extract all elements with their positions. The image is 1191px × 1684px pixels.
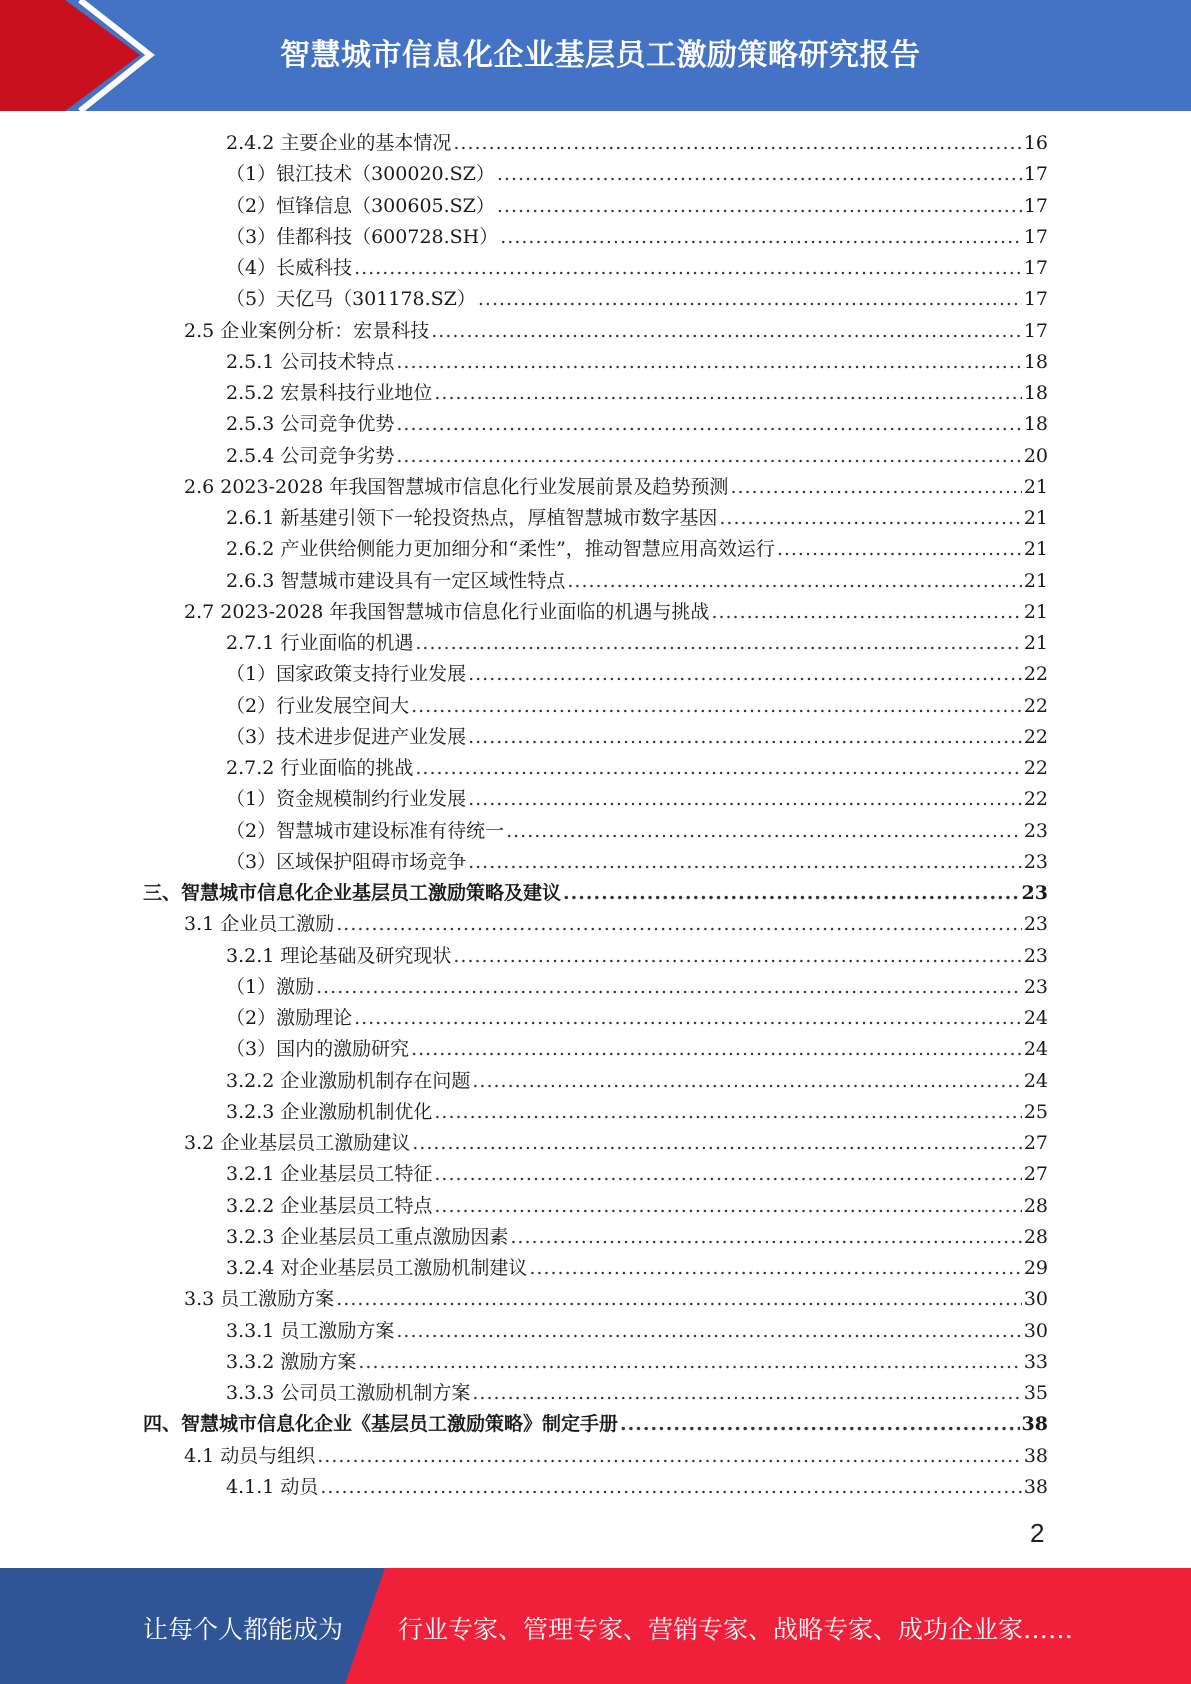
toc-entry-page: 38	[1023, 1475, 1048, 1498]
toc-entry-page: 18	[1023, 382, 1048, 404]
toc-entry[interactable]	[184, 597, 1048, 628]
toc-entry[interactable]	[226, 503, 1048, 534]
toc-entry[interactable]	[184, 316, 1048, 347]
toc-dot-leader	[529, 1257, 1021, 1279]
toc-dot-leader	[411, 1038, 1022, 1060]
toc-dot-leader	[497, 195, 1022, 217]
toc-entry[interactable]	[226, 1191, 1048, 1222]
toc-dot-leader	[317, 1445, 1022, 1467]
toc-entry-page: 23	[1021, 882, 1048, 904]
toc-entry-title: 3.1 企业员工激励	[184, 913, 335, 936]
toc-entry-title: （1）银江技术（300020.SZ）	[226, 163, 495, 186]
header-title: 智慧城市信息化企业基层员工激励策略研究报告	[280, 38, 921, 73]
toc-entry[interactable]	[226, 566, 1048, 597]
toc-dot-leader	[434, 1195, 1021, 1217]
toc-entry-title: 3.3.1 员工激励方案	[226, 1319, 395, 1342]
toc-entry-title: 2.6.1 新基建引领下一轮投资热点，厚植智慧城市数字基因	[226, 507, 718, 529]
toc-entry-page: 25	[1023, 1100, 1048, 1123]
toc-entry[interactable]	[143, 1409, 1048, 1440]
toc-dot-leader	[415, 757, 1021, 779]
toc-entry-title: （3）佳都科技（600728.SH）	[226, 225, 499, 248]
toc-entry-page: 24	[1023, 1038, 1048, 1061]
page-footer	[0, 1568, 1191, 1684]
toc-entry-page: 21	[1023, 475, 1048, 498]
toc-entry-title: 3.2.3 企业激励机制优化	[226, 1100, 433, 1123]
toc-entry-page: 22	[1023, 725, 1048, 748]
toc-dot-leader	[472, 1382, 1021, 1404]
toc-entry-page: 28	[1023, 1225, 1048, 1248]
toc-entry-page: 16	[1023, 132, 1048, 154]
footer-slogan-left: 让每个人都能成为	[143, 1615, 344, 1644]
toc-dot-leader	[431, 320, 1022, 342]
toc-entry-page: 20	[1023, 444, 1048, 467]
toc-entry-page: 23	[1023, 850, 1048, 873]
toc-dot-leader	[316, 976, 1022, 998]
toc-entry-page: 29	[1023, 1257, 1048, 1279]
toc-entry-page: 17	[1023, 288, 1048, 311]
toc-entry-page: 33	[1023, 1350, 1048, 1373]
toc-dot-leader	[468, 663, 1022, 685]
toc-entry-title: 2.6.3 智慧城市建设具有一定区域性特点	[226, 569, 566, 592]
toc-entry-title: 2.6.2 产业供给侧能力更加细分和“柔性”，推动智慧应用高效运行	[226, 538, 775, 561]
toc-entry[interactable]	[226, 784, 1048, 815]
toc-entry[interactable]	[226, 972, 1048, 1003]
toc-dot-leader	[320, 1476, 1021, 1498]
toc-entry[interactable]	[226, 1472, 1048, 1503]
toc-entry[interactable]	[226, 222, 1048, 253]
toc-dot-leader	[336, 913, 1022, 935]
toc-entry[interactable]	[226, 1316, 1048, 1347]
toc-entry-page: 18	[1023, 413, 1048, 436]
toc-entry[interactable]	[226, 691, 1048, 722]
toc-entry-title: 4.1 动员与组织	[184, 1444, 316, 1467]
toc-entry-page: 23	[1023, 913, 1048, 936]
toc-entry-page: 17	[1023, 163, 1048, 186]
toc-dot-leader	[563, 882, 1020, 904]
toc-entry[interactable]	[226, 378, 1048, 409]
toc-entry-page: 21	[1023, 507, 1048, 529]
toc-entry[interactable]	[226, 941, 1048, 972]
toc-entry-page: 24	[1023, 1007, 1048, 1029]
toc-dot-leader	[411, 695, 1022, 717]
toc-dot-leader	[396, 351, 1021, 373]
toc-entry[interactable]	[226, 659, 1048, 690]
toc-dot-leader	[396, 445, 1021, 467]
toc-entry[interactable]	[184, 472, 1048, 503]
toc-entry[interactable]	[184, 1128, 1048, 1159]
toc-dot-leader	[354, 257, 1022, 279]
toc-dot-leader	[506, 820, 1022, 842]
toc-entry[interactable]	[226, 159, 1048, 190]
toc-entry-page: 17	[1023, 257, 1048, 279]
toc-dot-leader	[719, 507, 1021, 529]
toc-entry-title: （1）国家政策支持行业发展	[226, 663, 467, 686]
toc-entry[interactable]	[226, 847, 1048, 878]
toc-entry[interactable]	[226, 1222, 1048, 1253]
toc-entry-title: 2.7 2023-2028 年我国智慧城市信息化行业面临的机遇与挑战	[184, 600, 710, 623]
toc-entry-title: （3）技术进步促进产业发展	[226, 725, 467, 748]
toc-entry-page: 18	[1023, 350, 1048, 373]
toc-entry-title: 2.5.4 公司竞争劣势	[226, 444, 395, 467]
toc-entry-title: 3.3.2 激励方案	[226, 1350, 357, 1373]
toc-entry-page: 17	[1023, 225, 1048, 248]
toc-entry-page: 23	[1023, 975, 1048, 998]
toc-entry-page: 23	[1023, 944, 1048, 967]
toc-entry[interactable]	[226, 128, 1048, 159]
toc-entry-title: 2.7.2 行业面临的挑战	[226, 757, 414, 779]
toc-entry-title: 2.5.3 公司竞争优势	[226, 413, 395, 436]
toc-dot-leader	[510, 1226, 1021, 1248]
toc-dot-leader	[472, 1070, 1021, 1092]
toc-entry-page: 17	[1023, 319, 1048, 342]
footer-slogan-right: 行业专家、管理专家、营销专家、战略专家、成功企业家……	[398, 1615, 1074, 1644]
toc-entry-title: 3.2.1 理论基础及研究现状	[226, 944, 452, 967]
toc-entry[interactable]	[226, 441, 1048, 472]
toc-entry-page: 21	[1023, 569, 1048, 592]
toc-entry-title: 3.2.4 对企业基层员工激励机制建议	[226, 1257, 528, 1279]
toc-dot-leader	[468, 851, 1022, 873]
toc-dot-leader	[358, 1351, 1021, 1373]
toc-entry[interactable]	[226, 284, 1048, 315]
toc-dot-leader	[453, 945, 1021, 967]
toc-dot-leader	[497, 163, 1022, 185]
toc-entry[interactable]	[226, 409, 1048, 440]
toc-entry[interactable]	[143, 878, 1048, 909]
toc-entry-page: 22	[1023, 757, 1048, 779]
toc-dot-leader	[453, 132, 1021, 154]
toc-entry-page: 35	[1023, 1382, 1048, 1404]
toc-entry-title: 3.2 企业基层员工激励建议	[184, 1132, 411, 1154]
toc-entry-page: 21	[1023, 600, 1048, 623]
toc-entry-title: （4）长威科技	[226, 257, 353, 279]
toc-dot-leader	[415, 632, 1021, 654]
toc-entry[interactable]	[226, 191, 1048, 222]
toc-entry-page: 38	[1021, 1413, 1048, 1436]
toc-dot-leader	[500, 226, 1022, 248]
toc-entry-title: 2.6 2023-2028 年我国智慧城市信息化行业发展前景及趋势预测	[184, 475, 729, 498]
toc-entry-title: 3.2.3 企业基层员工重点激励因素	[226, 1225, 509, 1248]
toc-dot-leader	[620, 1413, 1020, 1435]
toc-entry[interactable]	[184, 1284, 1048, 1315]
toc-entry[interactable]	[226, 1097, 1048, 1128]
toc-entry-title: 4.1.1 动员	[226, 1475, 319, 1498]
toc-entry-page: 17	[1023, 194, 1048, 217]
header-arrow-decoration	[0, 0, 160, 111]
toc-entry-title: （1）激励	[226, 975, 315, 998]
toc-entry-page: 22	[1023, 694, 1048, 717]
toc-dot-leader	[777, 538, 1022, 560]
toc-entry-title: 2.5.2 宏景科技行业地位	[226, 382, 433, 404]
toc-entry-page: 22	[1023, 663, 1048, 686]
toc-entry-title: 3.2.1 企业基层员工特征	[226, 1163, 433, 1186]
toc-entry-title: 3.3 员工激励方案	[184, 1288, 335, 1311]
toc-entry-page: 22	[1023, 788, 1048, 811]
toc-dot-leader	[468, 788, 1022, 810]
toc-entry-title: （2）智慧城市建设标准有待统一	[226, 819, 505, 842]
toc-entry-title: （1）资金规模制约行业发展	[226, 788, 467, 811]
toc-dot-leader	[434, 1101, 1021, 1123]
toc-entry-page: 21	[1023, 538, 1048, 561]
toc-entry-page: 23	[1023, 819, 1048, 842]
toc-entry-title: 3.2.2 企业激励机制存在问题	[226, 1069, 471, 1092]
toc-entry[interactable]	[226, 534, 1048, 565]
toc-dot-leader	[730, 476, 1021, 498]
toc-dot-leader	[434, 382, 1021, 404]
toc-dot-leader	[567, 570, 1021, 592]
toc-entry-title: （2）恒锋信息（300605.SZ）	[226, 194, 495, 217]
toc-entry[interactable]	[226, 1253, 1048, 1284]
toc-dot-leader	[478, 288, 1022, 310]
toc-entry-title: 3.3.3 公司员工激励机制方案	[226, 1382, 471, 1404]
toc-dot-leader	[354, 1007, 1022, 1029]
page-number: 2	[1030, 1518, 1045, 1548]
toc-entry[interactable]	[226, 347, 1048, 378]
toc-dot-leader	[468, 726, 1022, 748]
toc-entry[interactable]	[226, 1378, 1048, 1409]
toc-dot-leader	[434, 1163, 1021, 1185]
toc-entry-page: 28	[1023, 1194, 1048, 1217]
toc-entry-title: （2）激励理论	[226, 1007, 353, 1029]
toc-entry-title: 三、智慧城市信息化企业基层员工激励策略及建议	[143, 882, 562, 904]
toc-entry[interactable]	[226, 1034, 1048, 1065]
toc-entry[interactable]	[226, 1347, 1048, 1378]
toc-dot-leader	[711, 601, 1021, 623]
toc-entry-page: 27	[1023, 1132, 1048, 1154]
toc-entry-title: （3）国内的激励研究	[226, 1038, 410, 1061]
toc-entry-title: 2.4.2 主要企业的基本情况	[226, 132, 452, 154]
toc-entry-title: 2.7.1 行业面临的机遇	[226, 632, 414, 654]
toc-entry-page: 27	[1023, 1163, 1048, 1186]
toc-dot-leader	[412, 1132, 1022, 1154]
toc-entry-title: 2.5 企业案例分析：宏景科技	[184, 319, 430, 342]
toc-entry-page: 24	[1023, 1069, 1048, 1092]
toc-entry[interactable]	[226, 753, 1048, 784]
toc-entry-page: 38	[1023, 1444, 1048, 1467]
toc-entry-title: 四、智慧城市信息化企业《基层员工激励策略》制定手册	[143, 1413, 619, 1436]
toc-entry[interactable]	[226, 1066, 1048, 1097]
page-header	[0, 0, 1191, 111]
toc-entry[interactable]	[226, 1003, 1048, 1034]
toc-entry[interactable]	[184, 1441, 1048, 1472]
toc-entry-page: 21	[1023, 632, 1048, 654]
toc-entry[interactable]	[226, 253, 1048, 284]
toc-dot-leader	[396, 413, 1021, 435]
toc-entry-title: （5）天亿马（301178.SZ）	[226, 288, 476, 311]
toc-entry-page: 30	[1023, 1288, 1048, 1311]
toc-entry[interactable]	[226, 1159, 1048, 1190]
toc-entry-title: 2.5.1 公司技术特点	[226, 350, 395, 373]
toc-dot-leader	[336, 1288, 1022, 1310]
toc-entry-title: （3）区域保护阻碍市场竞争	[226, 850, 467, 873]
toc-entry[interactable]	[226, 628, 1048, 659]
toc-entry[interactable]	[184, 909, 1048, 940]
toc-entry-page: 30	[1023, 1319, 1048, 1342]
toc-entry-title: （2）行业发展空间大	[226, 694, 410, 717]
toc-dot-leader	[396, 1320, 1021, 1342]
toc-entry[interactable]	[226, 816, 1048, 847]
toc-entry[interactable]	[226, 722, 1048, 753]
toc-entry-title: 3.2.2 企业基层员工特点	[226, 1194, 433, 1217]
